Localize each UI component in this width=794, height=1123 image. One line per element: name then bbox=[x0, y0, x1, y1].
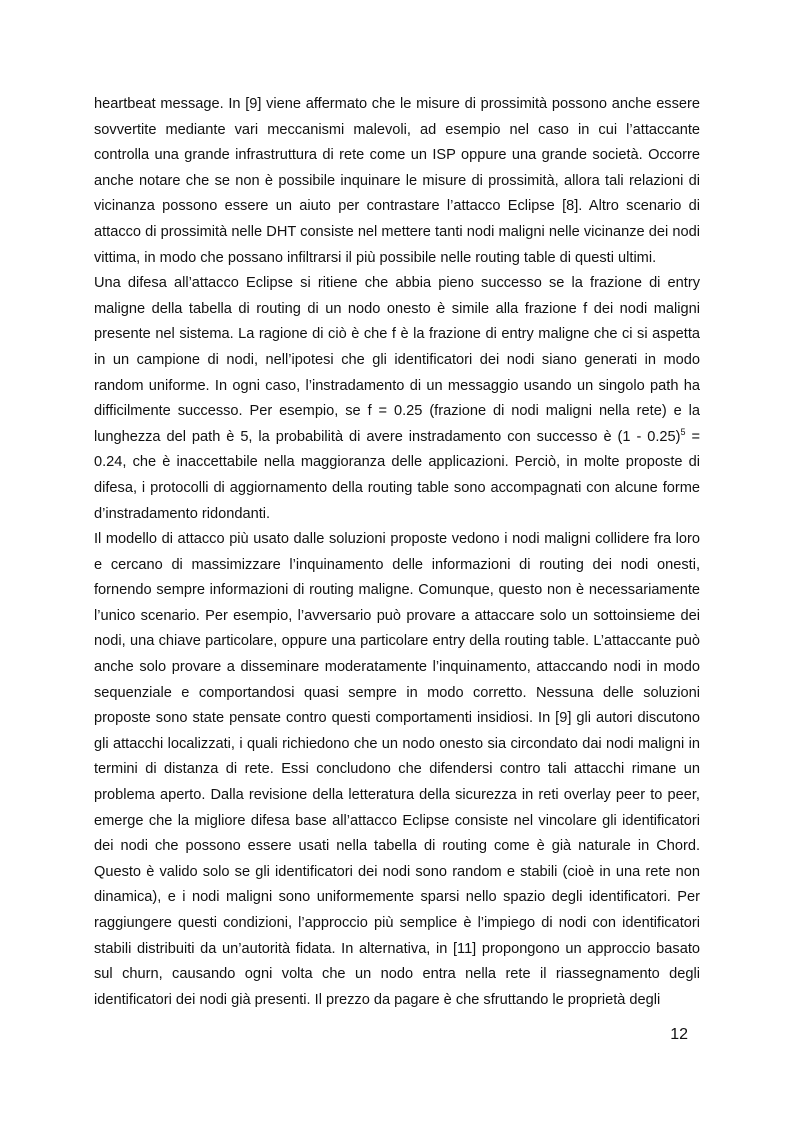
superscript-exponent: 5 bbox=[680, 426, 686, 437]
paragraph-text: = 0.24, che è inaccettabile nella maggioranza delle applicazioni. Perciò, in molte proposte di difesa, i protocolli di aggiornamento della routing table sono accompagnati con alcune forme d’instradamento ridondanti. bbox=[94, 428, 700, 522]
page-body bbox=[94, 92, 700, 1013]
page-number: 12 bbox=[670, 1026, 688, 1043]
paragraph-proximity-attack: heartbeat message. In [9] viene affermato che le misure di prossimità possono anche essere sovvertite mediante vari meccanismi malevoli, ad esempio nel caso in cui l’attaccante controlla una grande infrastruttura di rete come un ISP oppure una grande società. Occorre anche notare che se non è possibile inquinare le misure di prossimità, allora tali relazioni di vicinanza possono essere un aiuto per contrastare l’attacco Eclipse [8]. Altro scenario di attacco di prossimità nelle DHT consiste nel mettere tanti nodi maligni nelle vicinanze dei nodi vittima, in modo che possano infiltrarsi il più possibile nelle routing table di questi ultimi. bbox=[94, 96, 700, 266]
paragraph-text: Una difesa all’attacco Eclipse si ritiene che abbia pieno successo se la frazione di entry maligne della tabella di routing di un nodo onesto è simile alla frazione f dei nodi maligni presente nel sistema. La ragione di ciò è che f è la frazione di entry maligne che ci si aspetta in un campione di nodi, nell’ipotesi che gli identificatori dei nodi siano generati in modo random uniforme. In ogni caso, l’instradamento di un messaggio usando un singolo path ha difficilmente successo. Per esempio, se f = 0.25 (frazione di nodi maligni nella rete) e la lunghezza del path è 5, la probabilità di avere instradamento con successo è (1 - 0.25) bbox=[94, 275, 700, 445]
paragraph-attack-model: Il modello di attacco più usato dalle soluzioni proposte vedono i nodi maligni collidere fra loro e cercano di massimizzare l’inquinamento delle informazioni di routing dei nodi onesti, fornendo sempre informazioni di routing maligne. Comunque, questo non è necessariamente l’unico scenario. Per esempio, l’avversario può provare a attaccare solo un sottoinsieme dei nodi, una chiave particolare, oppure una particolare entry della routing table. L’attaccante può anche solo provare a disseminare moderatamente l’inquinamento, attaccando nodi in modo sequenziale e comportandosi quasi sempre in modo corretto. Nessuna delle soluzioni proposte sono state pensate contro questi comportamenti insidiosi. In [9] gli autori discutono gli attacchi localizzati, i quali richiedono che un nodo onesto sia circondato dai nodi maligni in termini di distanza di rete. Essi concludono che difendersi contro tali attacchi rimane un problema aperto. Dalla revisione della letteratura della sicurezza in reti overlay peer to peer, emerge che la migliore difesa base all’attacco Eclipse consiste nel vincolare gli identificatori dei nodi che possono essere usati nella tabella di routing come è già naturale in Chord. Questo è valido solo se gli identificatori dei nodi sono random e stabili (cioè in una rete non dinamica), e i nodi maligni sono uniformemente sparsi nello spazio degli identificatori. Per raggiungere questi condizioni, l’approccio più semplice è l’impiego di nodi con identificatori stabili distribuiti da un’autorità fidata. In alternativa, in [11] propongono un approccio basato sul churn, causando ogni volta che un nodo entra nella rete il riassegnamento degli identificatori dei nodi già presenti. Il prezzo da pagare è che sfruttando le proprietà degli bbox=[94, 531, 700, 1008]
paragraph-eclipse-defense bbox=[94, 271, 700, 527]
